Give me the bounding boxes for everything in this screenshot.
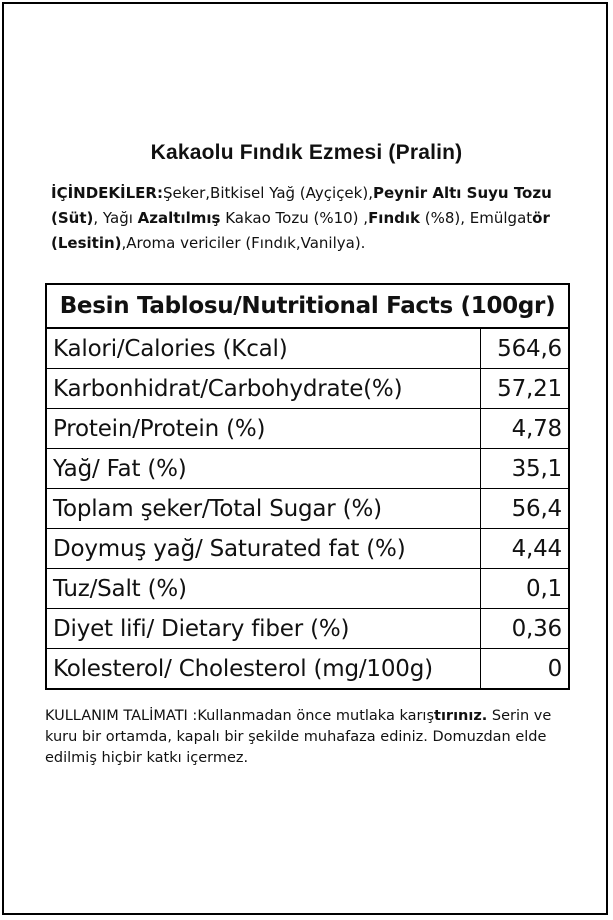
nutrient-label: Kolesterol/ Cholesterol (mg/100g): [46, 649, 481, 690]
table-row: [46, 649, 569, 690]
nutrient-value: 57,21: [481, 369, 570, 409]
nutrient-label: Yağ/ Fat (%): [46, 449, 481, 489]
nutrition-table: [45, 283, 570, 690]
table-row: [46, 369, 569, 409]
nutrition-header: Besin Tablosu/Nutritional Facts (100gr): [46, 284, 569, 328]
table-row: [46, 569, 569, 609]
ingredients-part: (%8), Emülgat: [419, 209, 533, 227]
table-row: [46, 328, 569, 369]
ingredients-bold: ör: [532, 209, 550, 227]
usage-instructions: [45, 706, 585, 769]
nutrient-label: Karbonhidrat/Carbohydrate(%): [46, 369, 481, 409]
ingredients-bold: (Lesitin): [51, 234, 122, 252]
nutrient-label: Toplam şeker/Total Sugar (%): [46, 489, 481, 529]
nutrient-label: Kalori/Calories (Kcal): [46, 328, 481, 369]
nutrient-value: 4,44: [481, 529, 570, 569]
nutrient-value: 0: [481, 649, 570, 690]
ingredients-bold: Fındık: [368, 209, 420, 227]
ingredients-bold: Peynir Altı Suyu Tozu (Süt): [51, 184, 552, 227]
ingredients-label: İÇİNDEKİLER:: [51, 184, 163, 202]
ingredients-text: [51, 181, 576, 256]
nutrient-value: 564,6: [481, 328, 570, 369]
usage-bold: tırınız.: [434, 708, 488, 724]
nutrient-value: 4,78: [481, 409, 570, 449]
nutrient-label: Diyet lifi/ Dietary fiber (%): [46, 609, 481, 649]
table-row: [46, 449, 569, 489]
usage-part: KULLANIM TALİMATI :Kullanmadan önce mutlaka karış: [45, 708, 435, 724]
ingredients-part: ,Aroma vericiler (Fındık,Vanilya).: [121, 234, 366, 252]
table-row: [46, 409, 569, 449]
nutrient-value: 56,4: [481, 489, 570, 529]
nutrient-value: 0,1: [481, 569, 570, 609]
nutrient-value: 35,1: [481, 449, 570, 489]
table-row: [46, 489, 569, 529]
nutrition-header-row: [46, 284, 569, 328]
ingredients-part: Kakao Tozu (%10) ,: [220, 209, 369, 227]
nutrient-label: Protein/Protein (%): [46, 409, 481, 449]
usage-part: Serin ve kuru bir ortamda, kapalı bir şekilde muhafaza ediniz. Domuzdan elde edilmiş hiçbir katkı içermez.: [45, 708, 552, 766]
product-title: Kakaolu Fındık Ezmesi (Pralin): [150, 141, 463, 164]
nutrient-value: 0,36: [481, 609, 570, 649]
ingredients-bold: Azaltılmış: [137, 209, 221, 227]
nutrient-label: Tuz/Salt (%): [46, 569, 481, 609]
ingredients-part: Şeker,Bitkisel Yağ (Ayçiçek),: [162, 184, 373, 202]
nutrient-label: Doymuş yağ/ Saturated fat (%): [46, 529, 481, 569]
table-row: [46, 529, 569, 569]
ingredients-part: , Yağı: [93, 209, 138, 227]
table-row: [46, 609, 569, 649]
